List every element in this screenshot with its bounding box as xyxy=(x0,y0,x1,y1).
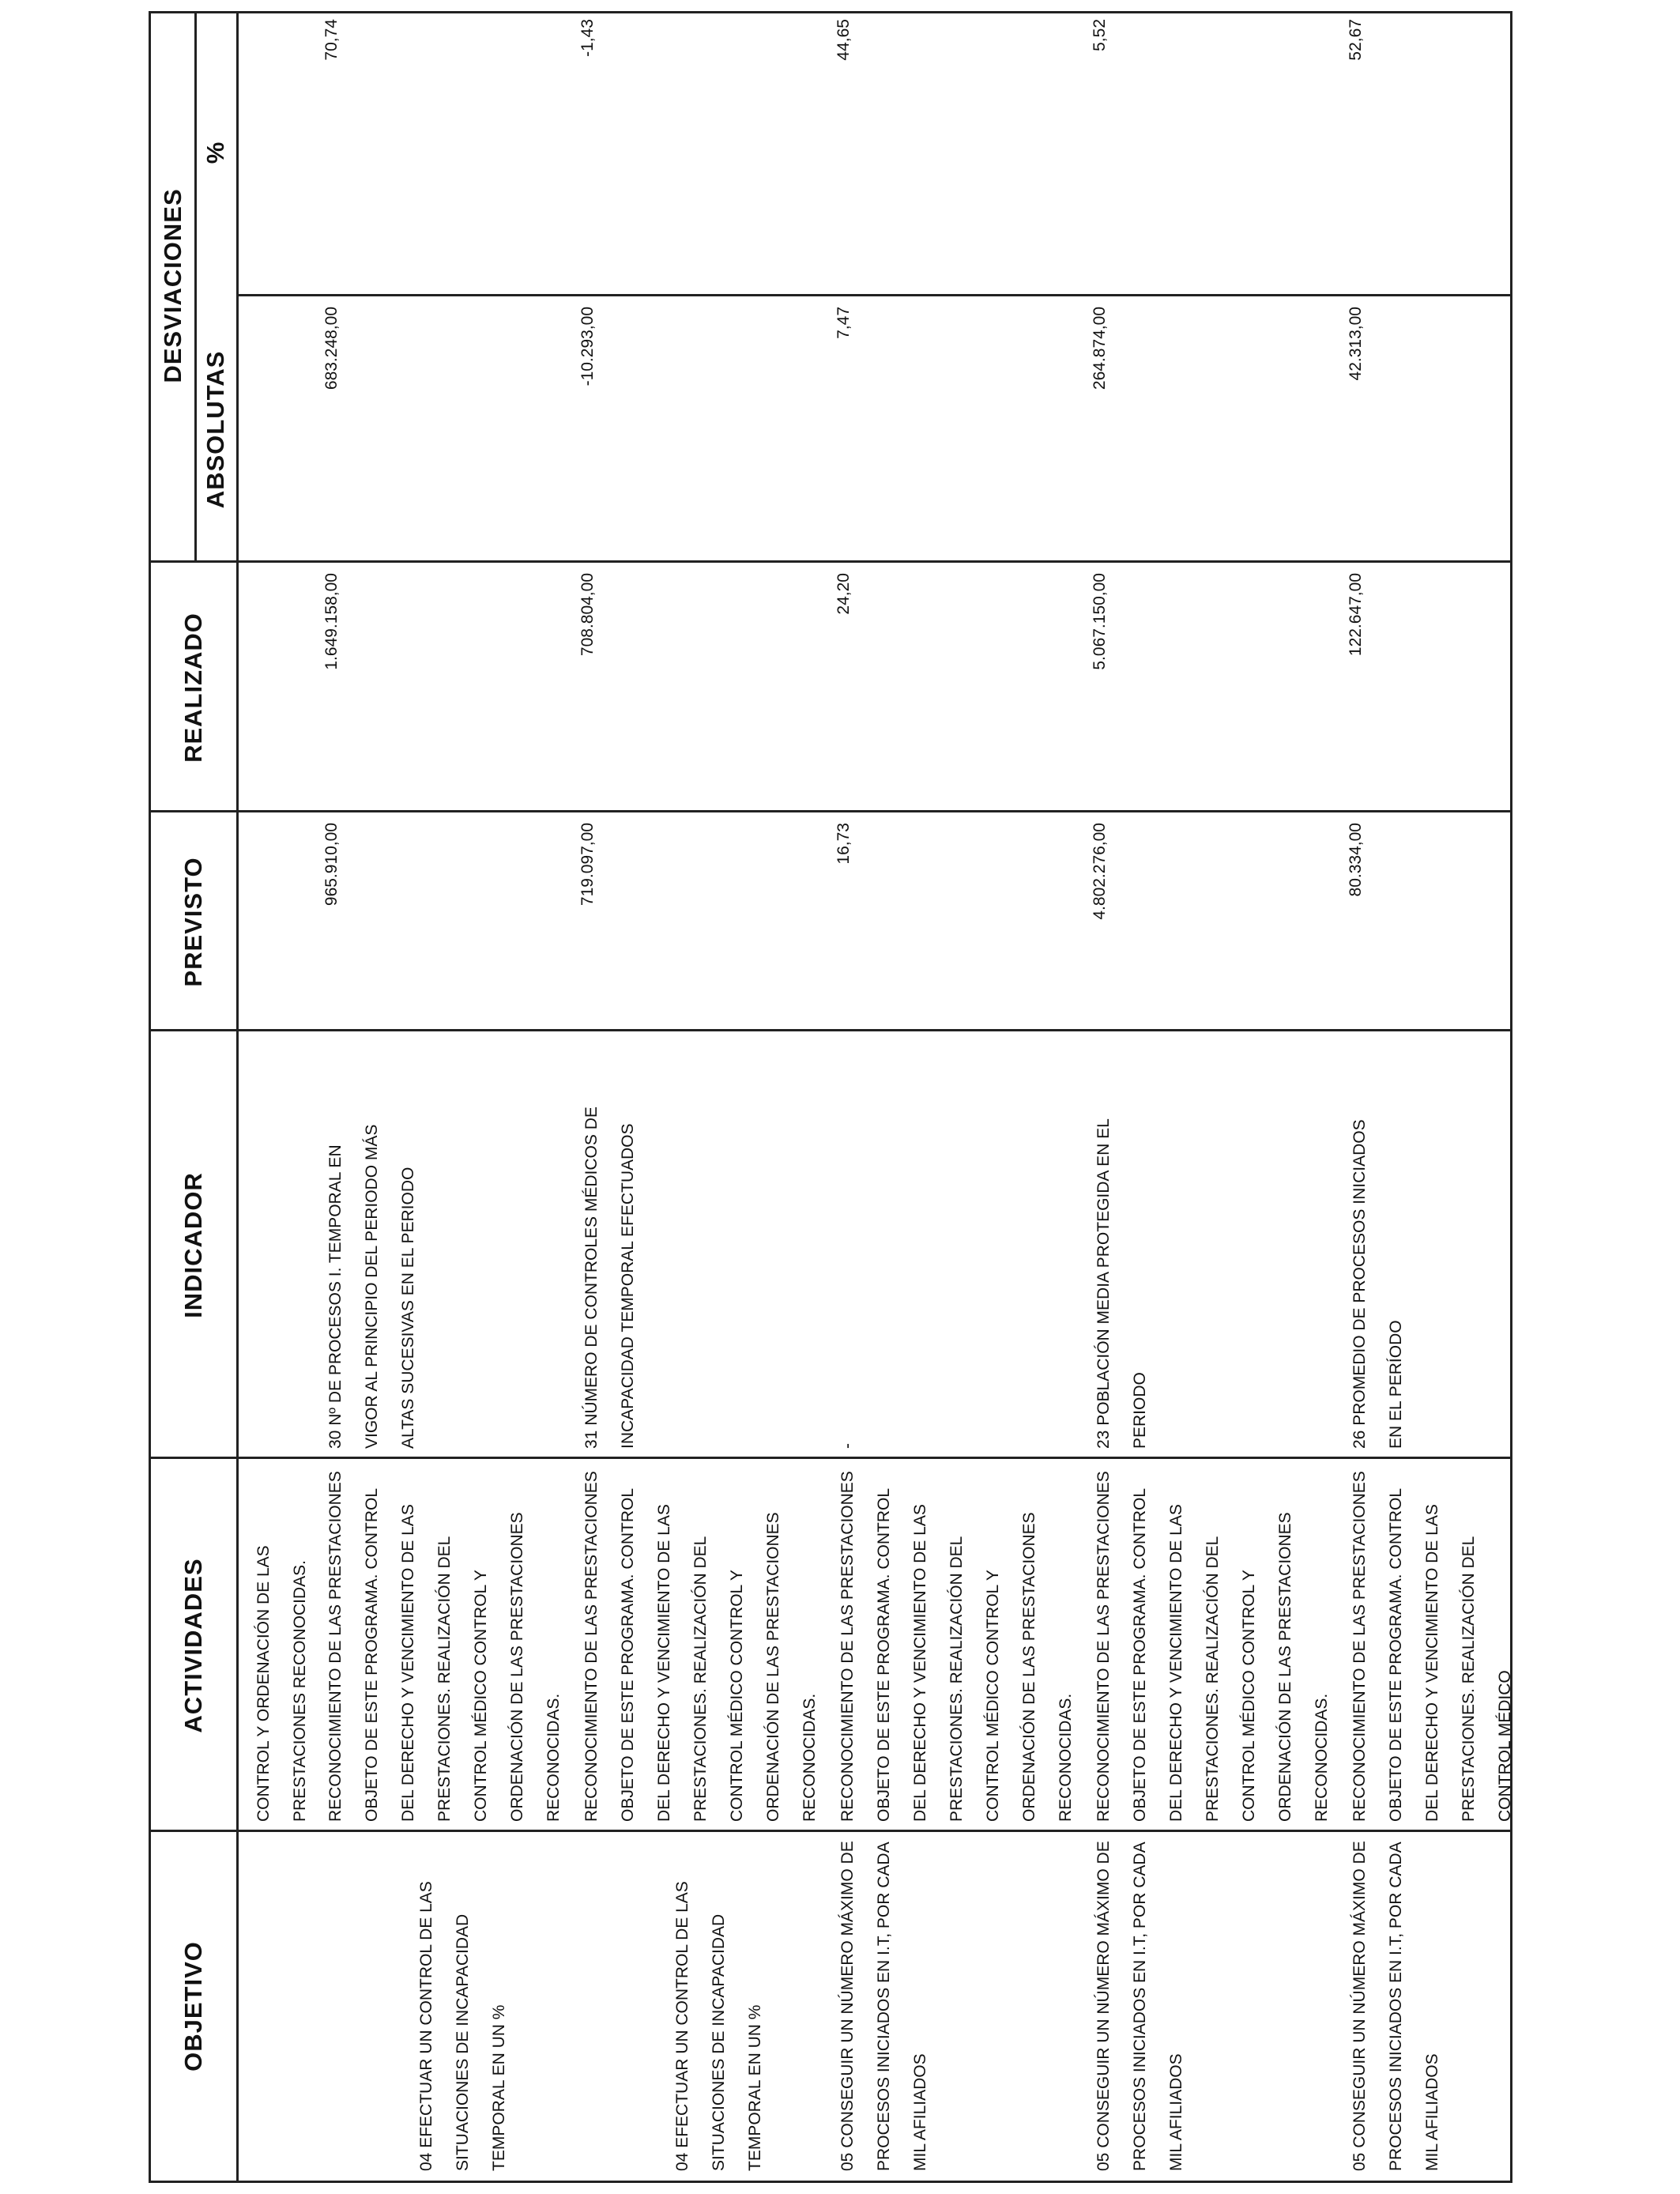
porcentaje-value: 52,67 xyxy=(1347,19,1365,61)
rotated-page xyxy=(149,11,1512,2183)
absolutas-value: 42.313,00 xyxy=(1347,307,1365,381)
header-porcentaje: % xyxy=(201,141,229,164)
previsto-value: 80.334,00 xyxy=(1347,823,1365,897)
previsto-value: 719.097,00 xyxy=(578,823,597,907)
indicador-text: 30 Nº DE PROCESOS I. TEMPORAL EN VIGOR AL PRINCIPIO DEL PERIODO MÁS ALTAS SUCESIVAS EN EL PERIODO xyxy=(326,1124,417,1449)
actividades-intro: CONTROL Y ORDENACIÓN DE LAS PRESTACIONES RECONOCIDAS. xyxy=(254,1545,309,1822)
table-row xyxy=(574,9,830,2181)
actividades-text: RECONOCIMIENTO DE LAS PRESTACIONES OBJETO DE ESTE PROGRAMA. CONTROL DEL DERECHO Y VENCIMIENTO DE LAS PRESTACIONES. REALIZACIÓN DEL CONTROL MÉDICO CONTROL Y ORDENACIÓN DE LAS PRESTACIONES RECONOCIDAS. xyxy=(326,1471,563,1822)
absolutas-value: 683.248,00 xyxy=(322,307,341,390)
objetivo-text: 05 CONSEGUIR UN NÚMERO MÁXIMO DE PROCESOS INICIADOS EN I.T, POR CADA MIL AFILIADOS xyxy=(1094,1841,1185,2171)
objetivo-text: 04 EFECTUAR UN CONTROL DE LAS SITUACIONES DE INCAPACIDAD TEMPORAL EN UN % xyxy=(673,1881,764,2171)
porcentaje-value: 5,52 xyxy=(1090,19,1109,51)
table-row xyxy=(830,9,1086,2181)
header-indicador: INDICADOR xyxy=(179,1172,207,1318)
porcentaje-value: 44,65 xyxy=(834,19,853,61)
previsto-value: 4.802.276,00 xyxy=(1090,823,1109,920)
header-divider xyxy=(236,13,239,2181)
objetivo-text: 05 CONSEGUIR UN NÚMERO MÁXIMO DE PROCESOS INICIADOS EN I.T, POR CADA MIL AFILIADOS xyxy=(1350,1841,1441,2171)
objetivo-text: 04 EFECTUAR UN CONTROL DE LAS SITUACIONES DE INCAPACIDAD TEMPORAL EN UN % xyxy=(417,1881,508,2171)
header-actividades: ACTIVIDADES xyxy=(179,1558,207,1733)
actividades-text: RECONOCIMIENTO DE LAS PRESTACIONES OBJETO DE ESTE PROGRAMA. CONTROL DEL DERECHO Y VENCIMIENTO DE LAS PRESTACIONES. REALIZACIÓN DEL CONTROL MÉDICO CONTROL Y ORDENACIÓN DE LAS PRESTACIONES RECONOCIDAS. xyxy=(582,1471,819,1822)
header-previsto: PREVISTO xyxy=(179,857,207,987)
realizado-value: 24,20 xyxy=(834,573,853,615)
previsto-value: 16,73 xyxy=(834,823,853,865)
actividades-text: RECONOCIMIENTO DE LAS PRESTACIONES OBJETO DE ESTE PROGRAMA. CONTROL DEL DERECHO Y VENCIMIENTO DE LAS PRESTACIONES. REALIZACIÓN DEL CONTROL MÉDICO CONTROL Y ORDENACIÓN DE LAS PRESTACIONES RECONOCIDAS. xyxy=(1094,1471,1331,1822)
table-row xyxy=(318,9,574,2181)
indicador-text: 26 PROMEDIO DE PROCESOS INICIADOS EN EL PERÍODO xyxy=(1350,1119,1405,1449)
objetivo-text: 05 CONSEGUIR UN NÚMERO MÁXIMO DE PROCESOS INICIADOS EN I.T, POR CADA MIL AFILIADOS xyxy=(838,1841,929,2171)
header-realizado: REALIZADO xyxy=(179,613,207,763)
table-row xyxy=(1342,9,1512,2181)
header-absolutas: ABSOLUTAS xyxy=(201,350,229,509)
actividades-text: RECONOCIMIENTO DE LAS PRESTACIONES OBJETO DE ESTE PROGRAMA. CONTROL DEL DERECHO Y VENCIMIENTO DE LAS PRESTACIONES. REALIZACIÓN DEL CONTROL MÉDICO CONTROL Y ORDENACIÓN DE LAS PRESTACIONES RECONOCIDAS. xyxy=(838,1471,1075,1822)
realizado-value: 122.647,00 xyxy=(1347,573,1365,657)
indicador-text: 31 NÚMERO DE CONTROLES MÉDICOS DE INCAPACIDAD TEMPORAL EFECTUADOS xyxy=(582,1106,637,1449)
header-objetivo: OBJETIVO xyxy=(179,1941,207,2071)
indicador-text: - xyxy=(838,1443,857,1449)
indicators-table xyxy=(149,11,1512,2183)
porcentaje-value: -1,43 xyxy=(578,19,597,57)
absolutas-value: 264.874,00 xyxy=(1090,307,1109,390)
realizado-value: 708.804,00 xyxy=(578,573,597,657)
porcentaje-value: 70,74 xyxy=(322,19,341,61)
realizado-value: 1.649.158,00 xyxy=(322,573,341,670)
indicador-text: 23 POBLACIÓN MEDIA PROTEGIDA EN EL PERIODO xyxy=(1094,1118,1149,1449)
header-desviaciones: DESVIACIONES xyxy=(158,188,186,383)
realizado-value: 5.067.150,00 xyxy=(1090,573,1109,670)
absolutas-value: 7,47 xyxy=(834,307,853,339)
absolutas-value: -10.293,00 xyxy=(578,307,597,386)
actividades-text: RECONOCIMIENTO DE LAS PRESTACIONES OBJETO DE ESTE PROGRAMA. CONTROL DEL DERECHO Y VENCIMIENTO DE LAS PRESTACIONES. REALIZACIÓN DEL CONTROL MÉDICO xyxy=(1350,1471,1514,1822)
previsto-value: 965.910,00 xyxy=(322,823,341,907)
table-row xyxy=(1086,9,1342,2181)
